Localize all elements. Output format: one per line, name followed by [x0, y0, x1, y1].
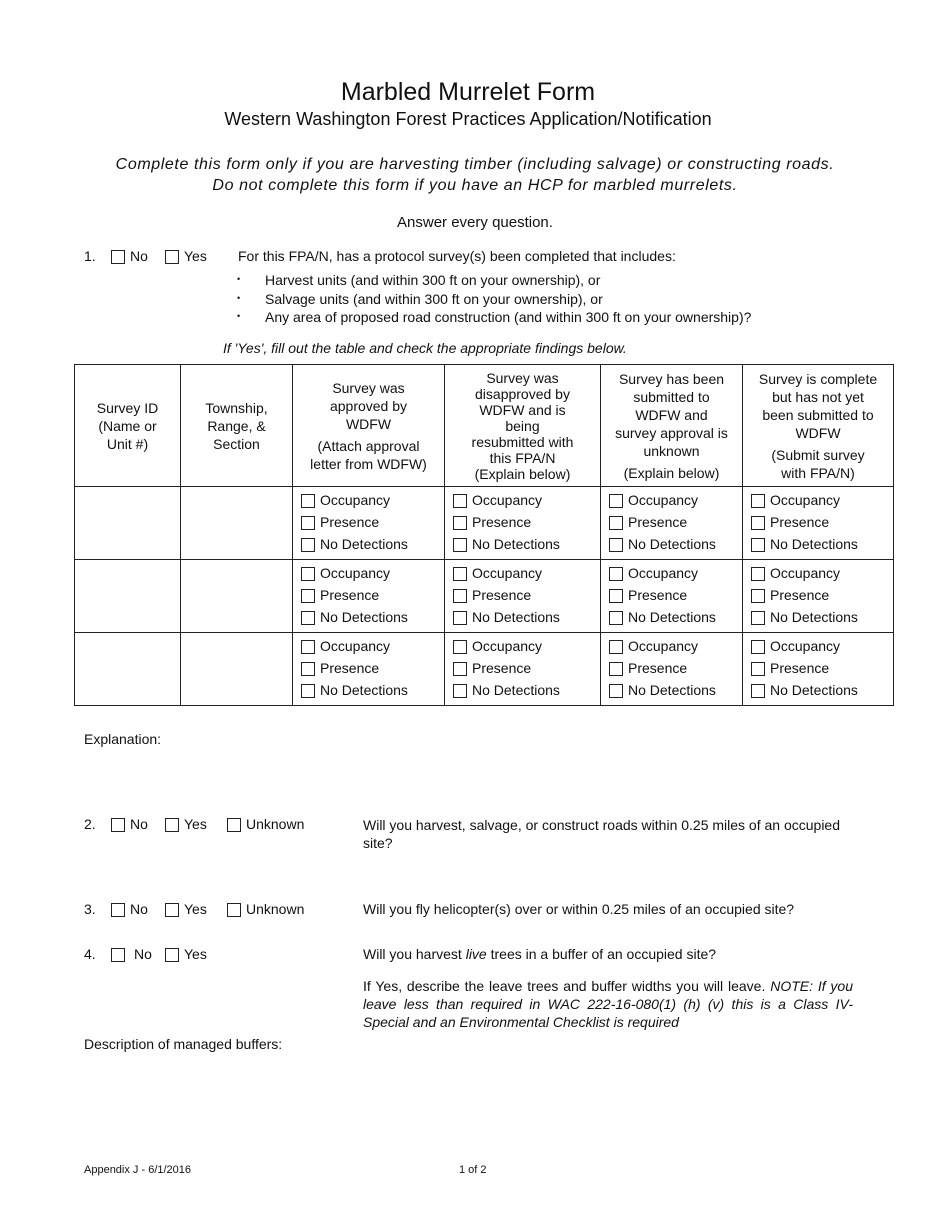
occupancy-option[interactable]: Occupancy — [743, 636, 893, 658]
q3-no-option[interactable]: No — [111, 901, 148, 917]
occupancy-checkbox[interactable] — [301, 640, 315, 654]
survey-id-cell[interactable] — [75, 560, 181, 633]
no-detections-option[interactable]: No Detections — [293, 607, 444, 629]
occupancy-option[interactable]: Occupancy — [743, 490, 893, 512]
disapproved-findings-cell — [445, 633, 601, 706]
no-detections-checkbox[interactable] — [453, 684, 467, 698]
q1-no-checkbox[interactable] — [111, 250, 125, 264]
presence-option[interactable]: Presence — [445, 658, 600, 680]
q4-yes-checkbox[interactable] — [165, 948, 179, 962]
table-row — [75, 633, 894, 706]
presence-checkbox[interactable] — [609, 662, 623, 676]
q1-bullet-1: • Harvest units (and within 300 ft on your ownership), or — [237, 272, 601, 288]
bullet-icon: • — [237, 293, 241, 303]
presence-option[interactable]: Presence — [601, 585, 742, 607]
q2-no-checkbox[interactable] — [111, 818, 125, 832]
table-row — [75, 487, 894, 560]
occupancy-option[interactable]: Occupancy — [601, 636, 742, 658]
presence-option[interactable]: Presence — [445, 512, 600, 534]
no-detections-option[interactable]: No Detections — [743, 534, 893, 556]
presence-checkbox[interactable] — [751, 662, 765, 676]
survey-id-cell[interactable] — [75, 487, 181, 560]
occupancy-checkbox[interactable] — [751, 640, 765, 654]
occupancy-checkbox[interactable] — [609, 567, 623, 581]
q1-text: For this FPA/N, has a protocol survey(s) been completed that includes: — [238, 248, 676, 264]
township-cell[interactable] — [181, 487, 293, 560]
q1-bullet-3: • Any area of proposed road construction (and within 300 ft on your ownership)? — [237, 309, 752, 325]
presence-checkbox[interactable] — [609, 516, 623, 530]
occupancy-checkbox[interactable] — [453, 567, 467, 581]
occupancy-option[interactable]: Occupancy — [445, 490, 600, 512]
presence-option[interactable]: Presence — [293, 585, 444, 607]
occupancy-checkbox[interactable] — [301, 494, 315, 508]
q2-number: 2. — [84, 816, 96, 832]
no-detections-option[interactable]: No Detections — [743, 680, 893, 702]
q4-if-yes-text: If Yes, describe the leave trees and buffer widths you will leave. NOTE: If you leave less than required in WAC 222-16-080(1) (h) (v) this is a Class IV-Special and an Environmental Checklist is required — [363, 978, 853, 1030]
q4-no-checkbox[interactable] — [111, 948, 125, 962]
no-detections-option[interactable]: No Detections — [445, 607, 600, 629]
no-detections-checkbox[interactable] — [609, 611, 623, 625]
no-detections-checkbox[interactable] — [453, 538, 467, 552]
q3-yes-checkbox[interactable] — [165, 903, 179, 917]
survey-table — [74, 364, 894, 706]
bullet-icon: • — [237, 274, 241, 284]
q4-number: 4. — [84, 946, 96, 962]
no-detections-checkbox[interactable] — [609, 684, 623, 698]
q1-no-option[interactable]: No — [111, 248, 148, 264]
disapproved-findings-cell — [445, 560, 601, 633]
township-cell[interactable] — [181, 560, 293, 633]
complete-findings-cell — [743, 487, 894, 560]
occupancy-checkbox[interactable] — [453, 494, 467, 508]
no-detections-option[interactable]: No Detections — [601, 534, 742, 556]
q4-yes-option[interactable]: Yes — [165, 946, 207, 962]
explanation-label: Explanation: — [84, 731, 162, 747]
no-detections-checkbox[interactable] — [301, 538, 315, 552]
presence-checkbox[interactable] — [301, 589, 315, 603]
q3-number: 3. — [84, 901, 96, 917]
header-disapproved: Survey was disapproved by WDFW and is being resubmitted with this FPA/N (Explain below) — [445, 365, 601, 487]
no-detections-checkbox[interactable] — [453, 611, 467, 625]
instruction-line-2: Do not complete this form if you have an HCP for marbled murrelets. — [212, 177, 738, 194]
occupancy-option[interactable]: Occupancy — [293, 636, 444, 658]
q1-if-yes-instruction: If 'Yes', fill out the table and check the appropriate findings below. — [223, 340, 627, 356]
q2-unknown-checkbox[interactable] — [227, 818, 241, 832]
no-detections-checkbox[interactable] — [751, 684, 765, 698]
bullet-icon: • — [237, 311, 241, 321]
occupancy-checkbox[interactable] — [453, 640, 467, 654]
occupancy-checkbox[interactable] — [751, 567, 765, 581]
complete-findings-cell — [743, 560, 894, 633]
approved-findings-cell — [293, 560, 445, 633]
presence-checkbox[interactable] — [453, 516, 467, 530]
q4-no-option[interactable]: No — [111, 946, 152, 962]
q1-yes-option[interactable]: Yes — [165, 248, 207, 264]
no-detections-option[interactable]: No Detections — [445, 534, 600, 556]
township-cell[interactable] — [181, 633, 293, 706]
header-township: Township, Range, & Section — [181, 365, 293, 487]
q1-yes-checkbox[interactable] — [165, 250, 179, 264]
form-subtitle: Western Washington Forest Practices Application/Notification — [224, 109, 712, 129]
occupancy-option[interactable]: Occupancy — [293, 490, 444, 512]
q1-number: 1. — [84, 248, 96, 264]
header-survey-id: Survey ID (Name or Unit #) — [75, 365, 181, 487]
occupancy-option[interactable]: Occupancy — [743, 563, 893, 585]
occupancy-option[interactable]: Occupancy — [601, 563, 742, 585]
header-approved: Survey was approved by WDFW (Attach approval letter from WDFW) — [293, 365, 445, 487]
presence-checkbox[interactable] — [453, 662, 467, 676]
footer-page-number: 1 of 2 — [459, 1164, 487, 1176]
occupancy-checkbox[interactable] — [609, 494, 623, 508]
no-detections-option[interactable]: No Detections — [293, 680, 444, 702]
q3-unknown-checkbox[interactable] — [227, 903, 241, 917]
no-detections-option[interactable]: No Detections — [293, 534, 444, 556]
complete-findings-cell — [743, 633, 894, 706]
q3-yes-option[interactable]: Yes — [165, 901, 207, 917]
no-detections-checkbox[interactable] — [301, 611, 315, 625]
submitted-findings-cell — [601, 487, 743, 560]
q4-text: Will you harvest live trees in a buffer of an occupied site? — [363, 946, 717, 962]
occupancy-option[interactable]: Occupancy — [293, 563, 444, 585]
presence-option[interactable]: Presence — [601, 512, 742, 534]
q2-text: Will you harvest, salvage, or construct roads within 0.25 miles of an occupied site? — [363, 817, 841, 851]
occupancy-checkbox[interactable] — [609, 640, 623, 654]
occupancy-checkbox[interactable] — [301, 567, 315, 581]
presence-checkbox[interactable] — [301, 516, 315, 530]
answer-every-question: Answer every question. — [397, 214, 553, 231]
presence-option[interactable]: Presence — [743, 658, 893, 680]
q3-no-checkbox[interactable] — [111, 903, 125, 917]
no-detections-option[interactable]: No Detections — [743, 607, 893, 629]
no-detections-option[interactable]: No Detections — [445, 680, 600, 702]
presence-checkbox[interactable] — [751, 516, 765, 530]
disapproved-findings-cell — [445, 487, 601, 560]
occupancy-checkbox[interactable] — [751, 494, 765, 508]
survey-id-cell[interactable] — [75, 633, 181, 706]
q1-bullet-2: • Salvage units (and within 300 ft on your ownership), or — [237, 291, 603, 307]
q2-unknown-option[interactable]: Unknown — [227, 816, 304, 832]
presence-option[interactable]: Presence — [293, 512, 444, 534]
no-detections-checkbox[interactable] — [609, 538, 623, 552]
submitted-findings-cell — [601, 633, 743, 706]
managed-buffers-label: Description of managed buffers: — [84, 1036, 283, 1052]
q3-unknown-option[interactable]: Unknown — [227, 901, 304, 917]
form-title: Marbled Murrelet Form — [340, 78, 596, 106]
footer-appendix: Appendix J - 6/1/2016 — [84, 1164, 192, 1176]
occupancy-option[interactable]: Occupancy — [445, 636, 600, 658]
no-detections-checkbox[interactable] — [751, 611, 765, 625]
no-detections-option[interactable]: No Detections — [601, 680, 742, 702]
q3-text: Will you fly helicopter(s) over or within 0.25 miles of an occupied site? — [363, 901, 795, 917]
instruction-line-1: Complete this form only if you are harvesting timber (including salvage) or constructing roads. — [115, 156, 835, 173]
table-row — [75, 560, 894, 633]
presence-option[interactable]: Presence — [293, 658, 444, 680]
q2-yes-checkbox[interactable] — [165, 818, 179, 832]
presence-checkbox[interactable] — [751, 589, 765, 603]
presence-option[interactable]: Presence — [743, 512, 893, 534]
q2-yes-option[interactable]: Yes — [165, 816, 207, 832]
header-complete: Survey is complete but has not yet been submitted to WDFW (Submit survey with FPA/N) — [743, 365, 894, 487]
no-detections-option[interactable]: No Detections — [601, 607, 742, 629]
q2-no-option[interactable]: No — [111, 816, 148, 832]
header-submitted: Survey has been submitted to WDFW and survey approval is unknown (Explain below) — [601, 365, 743, 487]
submitted-findings-cell — [601, 560, 743, 633]
occupancy-option[interactable]: Occupancy — [445, 563, 600, 585]
presence-option[interactable]: Presence — [601, 658, 742, 680]
presence-option[interactable]: Presence — [445, 585, 600, 607]
approved-findings-cell — [293, 633, 445, 706]
presence-checkbox[interactable] — [453, 589, 467, 603]
occupancy-option[interactable]: Occupancy — [601, 490, 742, 512]
approved-findings-cell — [293, 487, 445, 560]
no-detections-checkbox[interactable] — [751, 538, 765, 552]
no-detections-checkbox[interactable] — [301, 684, 315, 698]
presence-option[interactable]: Presence — [743, 585, 893, 607]
presence-checkbox[interactable] — [301, 662, 315, 676]
presence-checkbox[interactable] — [609, 589, 623, 603]
